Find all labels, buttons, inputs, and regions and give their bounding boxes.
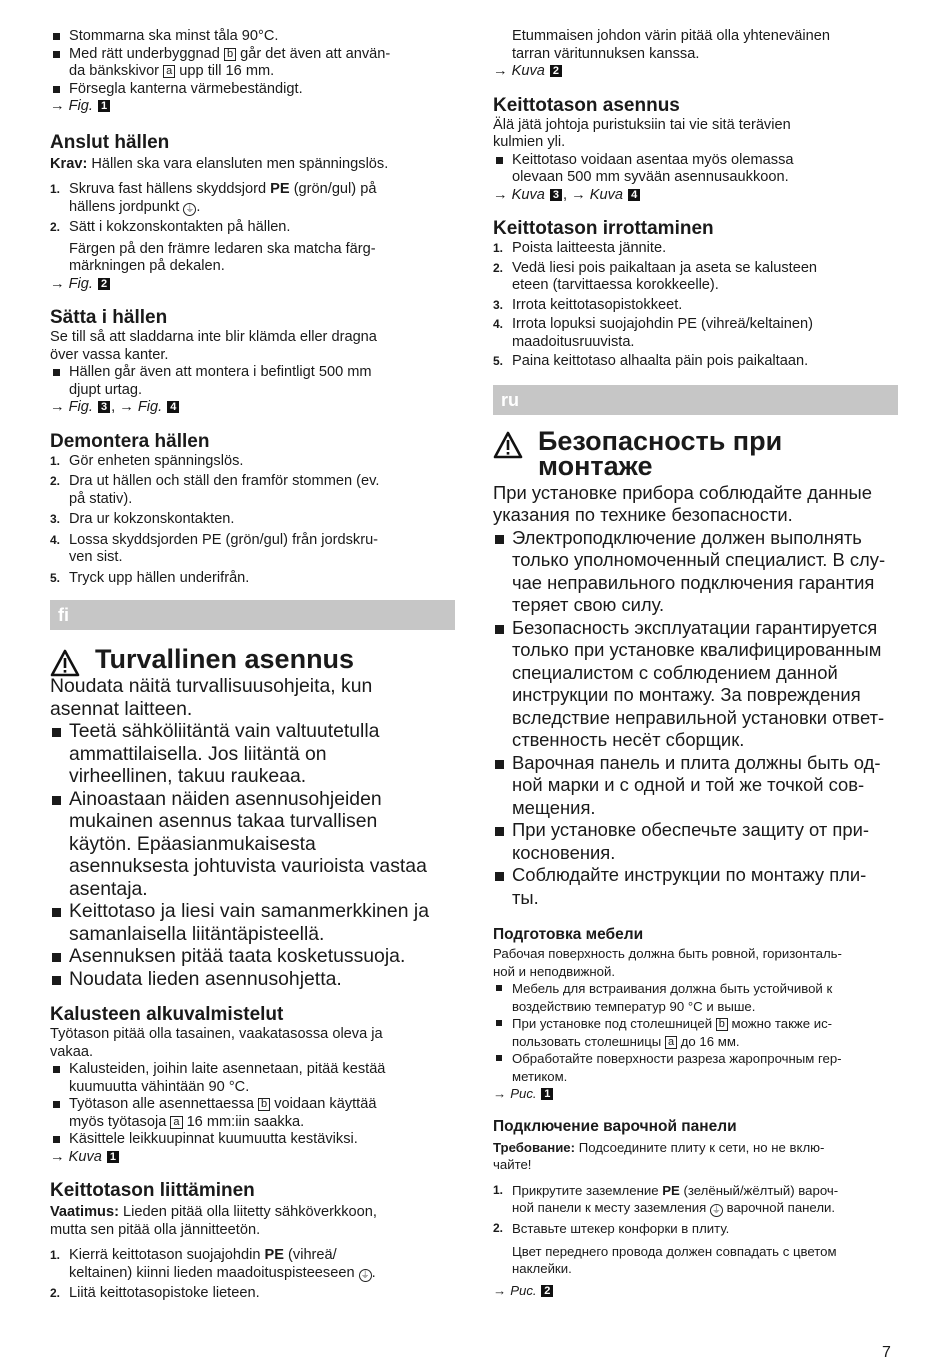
step-text: Irrota keittotasopistokkeet. — [512, 296, 683, 313]
top-continuation — [493, 28, 898, 81]
ground-icon: ⏚ — [711, 1205, 721, 1215]
list-item — [493, 316, 898, 351]
warning-icon — [50, 649, 80, 677]
step-text: (зелёный/жёлтый) вароч- — [679, 1182, 839, 1198]
step-number: 1. — [50, 182, 61, 196]
list-item — [50, 945, 455, 968]
section-title: Demontera hällen — [50, 430, 210, 452]
intro-text: Älä jätä johtoja puristuksiin tai vie sitä terävien — [493, 116, 791, 133]
step-text: ven sist. — [69, 549, 123, 565]
list-item — [493, 240, 898, 258]
ref-label: Kuva — [589, 186, 624, 203]
step-text: . — [196, 198, 201, 215]
step-number: 1. — [50, 453, 61, 468]
list-item-cont — [50, 63, 455, 81]
list-item — [50, 511, 455, 529]
requirement-label: Krav: — [50, 155, 88, 172]
section-title: Keittotason liittäminen — [50, 1180, 255, 1201]
left-column — [50, 28, 455, 1303]
arrow-icon: → — [50, 98, 65, 114]
list-text: går det även att använ- — [236, 45, 391, 62]
step-number: 3. — [493, 297, 504, 312]
list-text: Noudata lieden asennusohjetta. — [69, 967, 342, 990]
intro-text: asennat laitteen. — [50, 697, 193, 720]
intro — [493, 482, 898, 527]
ref-label: Kuva — [511, 63, 545, 79]
list-text: Kalusteiden, joihin laite asennetaan, pitää kestää — [69, 1061, 386, 1077]
figure-number: 1 — [541, 1088, 553, 1100]
pe-label: PE — [264, 1247, 284, 1263]
list-text: ной марки и с одной и той же точкой сов- — [512, 774, 865, 795]
section-anslut — [50, 132, 455, 294]
list-text: virheellinen, takuu raukeaa. — [69, 765, 307, 787]
list-text: Соблюдайте инструкции по монтажу пли- — [512, 864, 867, 885]
intro-text: ной и неподвижной. — [493, 963, 616, 979]
list-item — [50, 532, 455, 567]
section-title: Turvallinen asennus — [95, 644, 355, 674]
step-number: 5. — [493, 354, 504, 368]
step-text: Tryck upp hällen underifrån. — [69, 569, 250, 586]
requirement-label: Vaatimus: — [50, 1204, 119, 1220]
list-item — [493, 864, 898, 909]
step-text: Vedä liesi pois paikaltaan ja aseta se kalusteen — [512, 259, 818, 276]
intro-text: Рабочая поверхность должна быть ровной, горизонталь- — [493, 946, 842, 961]
list-text: Försegla kanterna värmebeständigt. — [69, 80, 303, 97]
ref-label: Kuva — [511, 186, 545, 203]
section-title — [538, 425, 898, 481]
list-text: мещения. — [512, 796, 596, 818]
requirement — [493, 1139, 898, 1174]
intro-text: kulmien yli. — [493, 134, 566, 150]
step-text: Sätt i kokzonskontakten på hällen. — [69, 219, 291, 235]
list-item — [50, 181, 455, 216]
warning-icon — [493, 431, 523, 459]
list-item — [493, 1182, 898, 1218]
list-text: Мебель для встраивания должна быть устойчивой к — [512, 981, 833, 996]
list-text: воздействию температур 90 °C и выше. — [512, 998, 756, 1014]
arrow-icon: → — [493, 63, 508, 79]
list-text: upp till 16 mm. — [175, 63, 275, 79]
step-number: 4. — [493, 317, 504, 331]
section-title: Keittotason asennus — [493, 94, 680, 116]
ref-label: Fig. — [68, 399, 93, 415]
step-note — [493, 1243, 898, 1278]
note-text: Etummaisen johdon värin pitää olla yhteneväinen — [512, 28, 831, 44]
safety-body — [50, 675, 455, 990]
step-text: Dra ut hällen och ställ den framför stommen (ev. — [69, 473, 380, 489]
list-text: Asennuksen pitää taata kosketussuoja. — [69, 945, 406, 967]
list-item — [50, 473, 455, 508]
figure-number: 2 — [98, 278, 110, 290]
list-item — [50, 968, 455, 991]
list-item — [493, 353, 898, 371]
list-text: метиком. — [512, 1068, 568, 1084]
list-text: При установке обеспечьте защиту от при- — [512, 819, 869, 840]
list-item — [493, 527, 898, 617]
list-text: косновения. — [512, 841, 616, 863]
safety-body — [493, 482, 898, 910]
list-item — [50, 720, 455, 788]
list-text: kuumuutta vähintään 90 °C. — [69, 1078, 250, 1095]
section-title: Anslut hällen — [50, 131, 170, 153]
list-item — [50, 364, 455, 399]
arrow-icon: → — [493, 186, 508, 203]
ref-label: Fig. — [68, 275, 93, 292]
section-demontera — [50, 431, 455, 588]
step-text: Irrota lopuksi suojajohdin PE (vihreä/keltainen) — [512, 316, 813, 332]
list-text: пользовать столешницы — [512, 1033, 665, 1049]
section-title: Kalusteen alkuvalmistelut — [50, 1004, 284, 1025]
language-band: ru — [493, 385, 898, 415]
list-item — [493, 752, 898, 820]
section-podklyuchenie — [493, 1117, 898, 1300]
step-number: 2. — [50, 1286, 61, 1300]
step-number: 2. — [50, 474, 61, 488]
intro — [493, 117, 898, 152]
section-title: Подготовка мебели — [493, 926, 644, 943]
list-text: Обработайте поверхности разреза жаропрочным гер- — [512, 1051, 842, 1066]
list-item — [50, 81, 455, 99]
intro — [493, 945, 898, 980]
label-box: a — [665, 1036, 677, 1049]
step-text: . — [371, 1264, 376, 1281]
figure-number: 2 — [541, 1285, 553, 1297]
note-text: Цвет переднего провода должен совпадать с цветом — [512, 1243, 837, 1259]
label-box: a — [163, 65, 175, 78]
intro-text: Työtason pitää olla tasainen, vaakatasossa oleva ja — [50, 1026, 383, 1042]
intro — [50, 675, 455, 720]
arrow-icon: → — [50, 275, 65, 292]
label-box: a — [170, 1116, 182, 1129]
safety-heading — [493, 425, 898, 481]
list-item — [50, 900, 455, 945]
title-line: Безопасность при — [538, 425, 783, 456]
step-text: Paina keittotaso alhaalta päin pois paikaltaan. — [512, 353, 809, 369]
list-item — [493, 152, 898, 187]
list-text: ты. — [512, 886, 539, 908]
figure-number: 3 — [550, 189, 562, 201]
label-box: b — [258, 1098, 270, 1111]
figure-number: 1 — [98, 100, 110, 112]
step-text: Gör enheten spänningslös. — [69, 452, 244, 469]
ground-icon: ⏚ — [185, 203, 195, 214]
step-number: 5. — [50, 570, 61, 585]
requirement-text: Lieden pitää olla liitetty sähköverkkoon, — [118, 1204, 377, 1220]
step-text: på stativ). — [69, 490, 133, 507]
pe-label: PE — [270, 181, 290, 197]
step-text: ной панели к месту заземления — [512, 1200, 710, 1215]
step-text: (grön/gul) på — [289, 181, 377, 197]
step-text: hällens jordpunkt — [69, 198, 184, 215]
list-text: только уполномоченный специалист. В слу- — [512, 549, 886, 570]
language-band: fi — [50, 600, 455, 630]
ref-label: Kuva — [68, 1148, 102, 1165]
list-item — [50, 46, 455, 64]
arrow-icon: → — [50, 1148, 65, 1165]
figure-number: 1 — [107, 1151, 119, 1163]
arrow-icon: → — [571, 186, 586, 203]
list-text: djupt urtag. — [69, 381, 143, 398]
section-satta — [50, 307, 455, 417]
figure-number: 3 — [98, 401, 110, 413]
arrow-icon: → — [119, 399, 134, 415]
list-item — [50, 1096, 455, 1131]
label-box: b — [716, 1018, 728, 1031]
list-item — [493, 1050, 898, 1085]
section-title: Keittotason irrottaminen — [493, 218, 714, 239]
step-text: варочной панели. — [722, 1200, 836, 1215]
list-item — [493, 980, 898, 1015]
section-kalusteen — [50, 1004, 455, 1166]
intro-text: Noudata näitä turvallisuusohjeita, kun — [50, 675, 373, 697]
list-item — [50, 1061, 455, 1096]
label-box: b — [224, 48, 236, 61]
list-text: Hällen går även att montera i befintligt 500 mm — [69, 364, 372, 380]
figure-reference — [493, 1282, 898, 1300]
list-text: теряет свою силу. — [512, 594, 665, 615]
list-item — [493, 297, 898, 315]
list-text: ственность несёт сборщик. — [512, 729, 745, 750]
list-text: voidaan käyttää — [270, 1096, 377, 1112]
note-text: наклейки. — [512, 1261, 572, 1276]
requirement — [50, 1204, 455, 1239]
figure-reference — [50, 1149, 455, 1167]
safety-heading — [50, 644, 455, 674]
list-text: можно также ис- — [727, 1016, 833, 1031]
intro-text: указания по технике безопасности. — [493, 504, 793, 525]
requirement-label: Требование: — [493, 1139, 576, 1155]
figure-reference — [493, 63, 898, 81]
step-number: 2. — [493, 1221, 504, 1235]
ref-label: Fig. — [68, 98, 93, 114]
figure-reference: → Fig. 3 , → Fig. 4 — [50, 399, 455, 417]
step-text: eteen (tarvittaessa korokkeelle). — [512, 277, 719, 293]
list-text: Teetä sähköliitäntä vain valtuutetulla — [69, 720, 380, 742]
step-text: Kierrä keittotason suojajohdin — [69, 1247, 265, 1263]
list-item — [50, 1285, 455, 1303]
figure-number: 4 — [628, 189, 640, 201]
intro — [50, 329, 455, 364]
list-text: käytön. Epäasianmukaisesta — [69, 832, 316, 855]
section-irrottaminen — [493, 218, 898, 371]
figure-reference — [50, 276, 455, 294]
ref-label: Fig. — [137, 399, 163, 415]
list-text: Безопасность эксплуатации гарантируется — [512, 616, 878, 638]
figure-reference — [50, 98, 455, 116]
list-text: Keittotaso ja liesi vain samanmerkkinen ja — [69, 900, 429, 922]
step-number: 3. — [50, 512, 61, 526]
step-text: Dra ur kokzonskontakten. — [69, 511, 235, 527]
step-number: 1. — [493, 1182, 504, 1197]
intro-text: При установке прибора соблюдайте данные — [493, 481, 872, 503]
top-list — [50, 28, 455, 116]
ground-icon: ⏚ — [360, 1269, 370, 1280]
list-item — [50, 219, 455, 237]
list-text: asennuksesta johtuvista vaurioista vastaa — [69, 855, 427, 877]
list-text: Keittotaso voidaan asentaa myös olemassa — [512, 151, 794, 168]
step-text: Прикрутите заземление — [512, 1182, 663, 1198]
step-number: 2. — [493, 260, 504, 275]
note-text: Färgen på den främre ledaren ska matcha färg- — [69, 240, 376, 257]
section-podgotovka — [493, 925, 898, 1103]
step-note — [50, 241, 455, 276]
section-asennus — [493, 95, 898, 205]
step-text: maadoitusruuvista. — [512, 333, 635, 350]
step-text: (vihreä/ — [283, 1247, 337, 1263]
list-text: asentaja. — [69, 877, 148, 900]
list-item — [50, 788, 455, 901]
list-text: Med rätt underbyggnad — [69, 45, 224, 62]
arrow-icon: → — [493, 1282, 507, 1298]
step-number: 1. — [50, 1248, 61, 1262]
list-item — [493, 819, 898, 864]
right-column — [493, 28, 898, 1299]
list-text: специалистом с соблюдением данной — [512, 661, 838, 683]
list-text: da bänkskivor — [69, 63, 164, 79]
list-item — [50, 28, 455, 46]
step-number: 4. — [50, 532, 61, 547]
list-text: Ainoastaan näiden asennusohjeiden — [69, 787, 382, 810]
list-text: чае неправильного подключения гарантия — [512, 571, 875, 593]
list-text: mukainen asennus takaa turvallisen — [69, 810, 378, 832]
pe-label: PE — [662, 1182, 680, 1198]
requirement — [50, 156, 455, 174]
step-text: Liitä keittotasopistoke lieteen. — [69, 1285, 260, 1301]
step-number: 2. — [50, 220, 61, 234]
requirement-text: Hällen ska vara elansluten men spänningslös. — [87, 155, 389, 172]
arrow-icon: → — [493, 1086, 507, 1101]
note — [493, 28, 898, 63]
list-item — [493, 260, 898, 295]
ref-label: Рис. — [510, 1282, 537, 1298]
intro-text: Se till så att sladdarna inte blir klämda eller dragna — [50, 329, 377, 345]
list-text: При установке под столешницей — [512, 1016, 716, 1031]
list-item — [493, 617, 898, 752]
figure-number: 2 — [550, 65, 562, 77]
list-item — [50, 1131, 455, 1149]
section-title: Sätta i hällen — [50, 307, 168, 328]
step-text: keltainen) kiinni lieden maadoituspisteeseen — [69, 1264, 359, 1281]
list-item — [50, 570, 455, 588]
page-number: 7 — [882, 1344, 891, 1361]
list-item — [493, 1220, 898, 1238]
list-text: olevaan 500 mm syvään asennusaukkoon. — [512, 169, 789, 185]
list-text: Työtason alle asennettaessa — [69, 1096, 259, 1112]
list-item — [50, 453, 455, 471]
step-text: Skruva fast hällens skyddsjord — [69, 181, 271, 197]
list-text: Варочная панель и плита должны быть од- — [512, 751, 881, 773]
note-text: tarran väritunnuksen kanssa. — [512, 45, 700, 62]
figure-reference — [493, 1085, 898, 1103]
intro — [50, 1026, 455, 1061]
step-text: Lossa skyddsjorden PE (grön/gul) från jordskru- — [69, 531, 379, 548]
list-text: myös työtasoja — [69, 1113, 171, 1130]
note-text: märkningen på dekalen. — [69, 258, 225, 274]
intro-text: över vassa kanter. — [50, 346, 169, 363]
figure-number: 4 — [167, 401, 179, 413]
list-text: только при установке квалифицированным — [512, 639, 882, 660]
list-item — [493, 1015, 898, 1050]
requirement-text: mutta sen pitää olla jännitteetön. — [50, 1221, 261, 1238]
list-text: инструкции по монтажу. За повреждения — [512, 684, 861, 705]
list-text: Käsittele leikkuupinnat kuumuutta kestäviksi. — [69, 1131, 358, 1147]
intro-text: vakaa. — [50, 1043, 93, 1060]
list-text: до 16 мм. — [677, 1033, 740, 1049]
section-title: Подключение варочной панели — [493, 1117, 737, 1135]
list-item — [50, 1247, 455, 1282]
title-line: монтаже — [538, 450, 653, 481]
requirement-text: чайте! — [493, 1157, 532, 1172]
list-text: Stommarna ska minst tåla 90°C. — [69, 28, 279, 44]
arrow-icon: → — [50, 399, 65, 415]
ref-label: Рис. — [510, 1086, 537, 1101]
figure-reference: → Kuva 3 , → Kuva 4 — [493, 187, 898, 205]
step-number: 1. — [493, 241, 504, 255]
list-text: вследствие неправильной установки ответ- — [512, 706, 885, 728]
list-text: 16 mm:iin saakka. — [182, 1113, 305, 1130]
step-text: Poista laitteesta jännite. — [512, 240, 667, 256]
section-liittaminen — [50, 1180, 455, 1303]
list-text: samanlaisella liitäntäpisteellä. — [69, 922, 325, 945]
list-text: ammattilaisella. Jos liitäntä on — [69, 742, 327, 765]
requirement-text: Подсоедините плиту к сети, но не вклю- — [575, 1139, 825, 1155]
step-text: Вставьте штекер конфорки в плиту. — [512, 1221, 730, 1236]
list-text: Электроподключение должен выполнять — [512, 526, 862, 548]
